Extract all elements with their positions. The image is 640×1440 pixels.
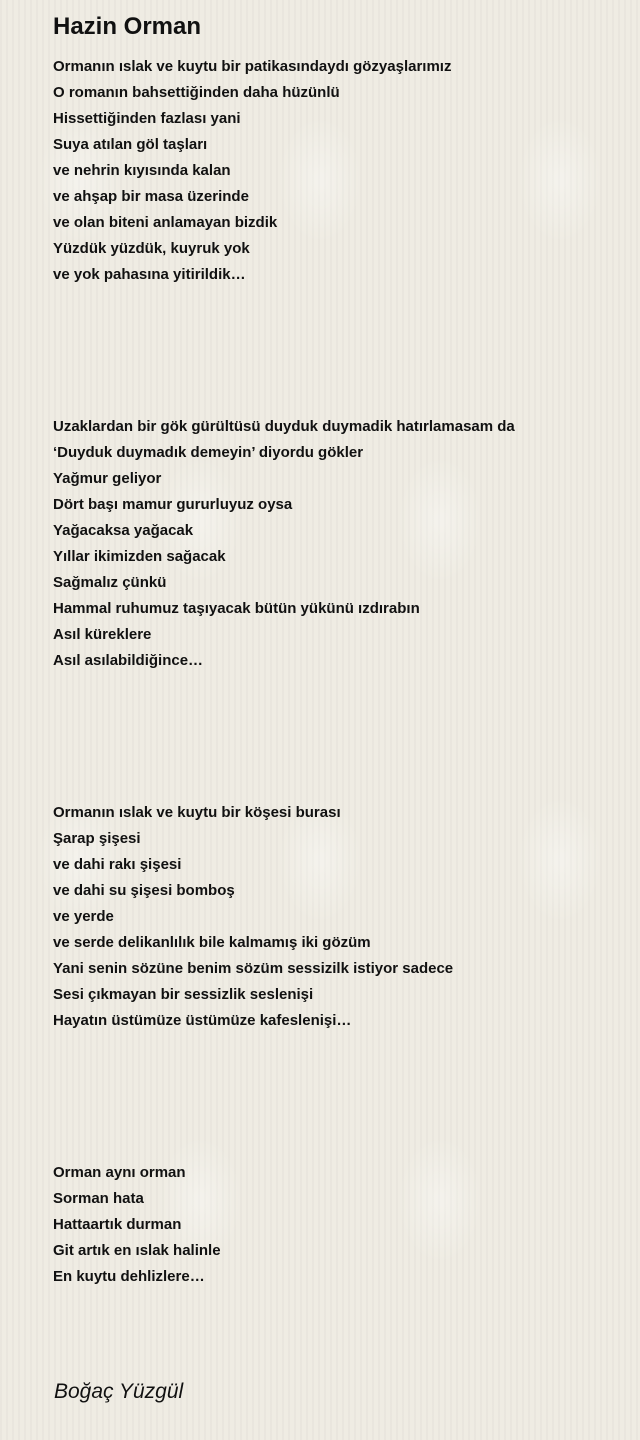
poem-line: ve olan biteni anlamayan bizdik [53, 214, 278, 231]
poem-line: ve yok pahasına yitirildik… [53, 266, 246, 283]
poem-line: ve yerde [53, 908, 114, 925]
poem-line: Hattaartık durman [53, 1216, 182, 1233]
poem-container [53, 12, 623, 1290]
poem-stanza-4 [53, 1160, 623, 1290]
stanza-gap [53, 288, 623, 414]
poem-line: Asıl asılabildiğince… [53, 652, 204, 669]
poem-line: Sağmalız çünkü [53, 574, 167, 591]
poem-line: Git artık en ıslak halinle [53, 1242, 221, 1259]
poem-line: Ormanın ıslak ve kuytu bir patikasındaydı gözyaşlarımız [53, 58, 452, 75]
poem-line: Şarap şişesi [53, 830, 141, 847]
poem-line: Hissettiğinden fazlası yani [53, 110, 241, 127]
poem-line: Yani senin sözüne benim sözüm sessizilk istiyor sadece [53, 960, 454, 977]
poem-line: ve serde delikanlılık bile kalmamış iki gözüm [53, 934, 371, 951]
stanza-gap [53, 1034, 623, 1160]
poem-line: O romanın bahsettiğinden daha hüzünlü [53, 84, 340, 101]
poem-line: ve dahi su şişesi bomboş [53, 882, 235, 899]
poem-line: Yıllar ikimizden sağacak [53, 548, 226, 565]
poem-line: Yüzdük yüzdük, kuyruk yok [53, 240, 250, 257]
poem-author: Boğaç Yüzgül [54, 1380, 184, 1403]
poem-stanza-3 [53, 800, 623, 1034]
poem-line: Yağacaksa yağacak [53, 522, 194, 539]
poem-line: Sorman hata [53, 1190, 144, 1207]
poem-line: Asıl küreklere [53, 626, 152, 643]
poem-line: ve ahşap bir masa üzerinde [53, 188, 249, 205]
poem-line: Hammal ruhumuz taşıyacak bütün yükünü ızdırabın [53, 600, 420, 617]
poem-line: ve nehrin kıyısında kalan [53, 162, 231, 179]
poem-line: ‘Duyduk duymadık demeyin’ diyordu gökler [53, 444, 364, 461]
poem-line: Sesi çıkmayan bir sessizlik seslenişi [53, 986, 314, 1003]
poem-line: ve dahi rakı şişesi [53, 856, 182, 873]
stanza-gap [53, 674, 623, 800]
poem-line: En kuytu dehlizlere… [53, 1268, 205, 1285]
poem-line: Yağmur geliyor [53, 470, 162, 487]
poem-line: Orman aynı orman [53, 1164, 186, 1181]
poem-title: Hazin Orman [53, 13, 202, 40]
poem-line: Suya atılan göl taşları [53, 136, 208, 153]
poem-line: Hayatın üstümüze üstümüze kafeslenişi… [53, 1012, 352, 1029]
poem-stanza-1 [53, 54, 623, 288]
poem-line: Ormanın ıslak ve kuytu bir köşesi burası [53, 804, 341, 821]
poem-line: Dört başı mamur gururluyuz oysa [53, 496, 293, 513]
poem-line: Uzaklardan bir gök gürültüsü duyduk duymadik hatırlamasam da [53, 418, 515, 435]
poem-stanza-2 [53, 414, 623, 674]
